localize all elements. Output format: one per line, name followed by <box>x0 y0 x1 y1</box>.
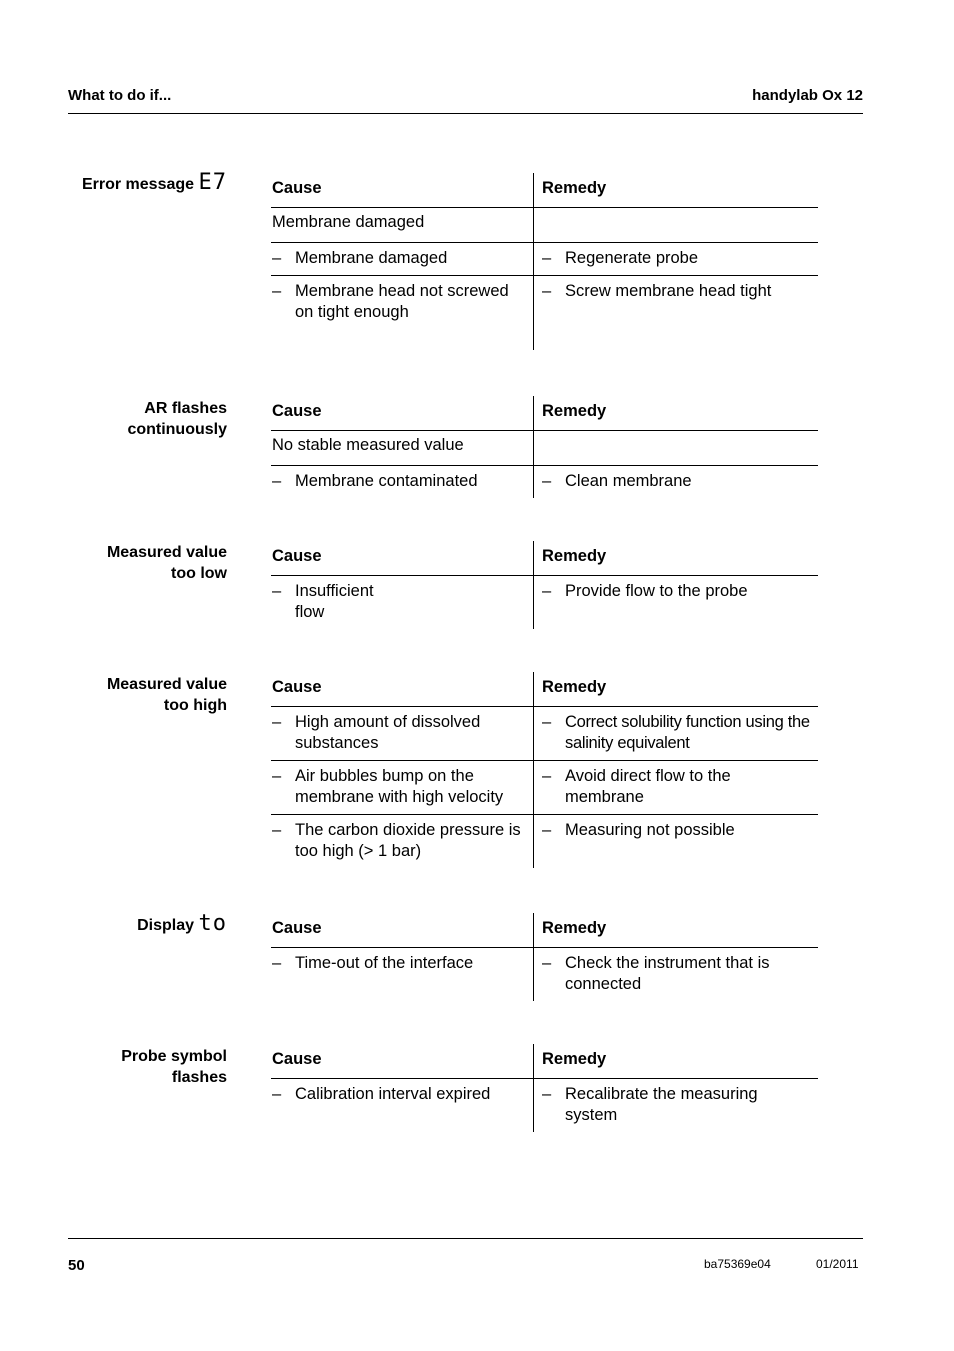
dash-bullet: – <box>542 249 552 267</box>
dash-bullet: – <box>542 713 552 731</box>
cause-cell <box>271 707 534 760</box>
cause-cell <box>271 761 534 814</box>
cause-cell <box>271 576 534 629</box>
cause-text: Membrane contaminated <box>295 472 478 490</box>
document-date: 01/2011 <box>816 1257 859 1271</box>
table-header-row <box>271 672 818 707</box>
cause-cell <box>271 1079 534 1132</box>
cause-cell: Membrane damaged <box>271 208 534 242</box>
remedy-cell <box>534 576 818 629</box>
header-remedy: Remedy <box>542 402 607 420</box>
remedy-text: Regenerate probe <box>565 249 699 267</box>
cause-cell <box>271 276 534 350</box>
cause-cell: No stable measured value <box>271 431 534 465</box>
table-measured-value-too-low <box>271 541 818 629</box>
section-label-text: Display <box>137 917 195 934</box>
cause-text: High amount of dissolved substances <box>295 713 481 752</box>
table-header-row <box>271 1044 818 1079</box>
table-row <box>271 576 818 629</box>
section-label-line: Probe symbol <box>121 1048 227 1065</box>
remedy-text: Provide flow to the probe <box>565 582 748 600</box>
section-label-line: flashes <box>171 1069 227 1086</box>
table-error-message <box>271 173 818 350</box>
footer-rule <box>68 1238 863 1239</box>
dash-bullet: – <box>542 1085 552 1103</box>
cause-text: Time-out of the interface <box>295 954 474 972</box>
remedy-text: Recalibrate the measuring system <box>565 1085 758 1124</box>
table-row <box>271 243 818 276</box>
section-label-line: Measured value <box>106 544 227 561</box>
cause-text: The carbon dioxide pressure is too high (> 1 bar) <box>295 821 521 860</box>
header-remedy: Remedy <box>542 179 607 197</box>
dash-bullet: – <box>542 282 552 300</box>
table-row <box>271 948 818 1001</box>
table-header-row <box>271 173 818 208</box>
cause-cell <box>271 466 534 498</box>
remedy-cell <box>534 276 818 350</box>
cause-cell <box>271 243 534 275</box>
section-label-line: continuously <box>127 421 227 438</box>
section-label-line: Measured value <box>106 676 227 693</box>
header-product-name: handylab Ox 12 <box>752 87 863 104</box>
remedy-text: Check the instrument that is connected <box>565 954 770 993</box>
dash-bullet: – <box>542 582 552 600</box>
cause-text: Calibration interval expired <box>295 1085 491 1103</box>
remedy-cell <box>534 431 818 465</box>
remedy-cell <box>534 948 818 1001</box>
table-row <box>271 1079 818 1132</box>
table-row <box>271 761 818 815</box>
dash-bullet: – <box>272 282 282 300</box>
header-cause: Cause <box>271 173 534 207</box>
header-rule <box>68 113 863 114</box>
section-label-display <box>37 913 227 936</box>
dash-bullet: – <box>272 767 282 785</box>
remedy-cell <box>534 1079 818 1132</box>
table-row <box>271 707 818 761</box>
segment-display-code: to <box>198 911 227 936</box>
cause-cell <box>271 948 534 1001</box>
section-label-error-message <box>37 172 227 195</box>
section-label-measured-value-too-low <box>37 542 227 584</box>
remedy-cell <box>534 243 818 275</box>
remedy-cell <box>534 466 818 498</box>
header-remedy: Remedy <box>542 678 607 696</box>
dash-bullet: – <box>272 1085 282 1103</box>
header-cause: Cause <box>271 541 534 575</box>
remedy-text: Avoid direct flow to the membrane <box>565 767 731 806</box>
table-row <box>271 466 818 498</box>
section-label-probe-symbol-flashes <box>37 1046 227 1088</box>
remedy-cell <box>534 761 818 814</box>
table-probe-symbol-flashes <box>271 1044 818 1132</box>
table-header-row <box>271 913 818 948</box>
dash-bullet: – <box>272 582 282 600</box>
dash-bullet: – <box>272 954 282 972</box>
dash-bullet: – <box>272 472 282 490</box>
dash-bullet: – <box>542 767 552 785</box>
table-header-row <box>271 541 818 576</box>
table-row <box>271 815 818 868</box>
remedy-cell <box>534 707 818 760</box>
dash-bullet: – <box>542 821 552 839</box>
table-header-row <box>271 396 818 431</box>
dash-bullet: – <box>272 249 282 267</box>
header-remedy: Remedy <box>542 547 607 565</box>
document-id: ba75369e04 <box>704 1257 771 1271</box>
cause-text: Membrane head not screwed on tight enough <box>295 282 509 321</box>
dash-bullet: – <box>272 713 282 731</box>
table-row <box>271 276 818 350</box>
header-remedy: Remedy <box>542 919 607 937</box>
header-cause: Cause <box>271 913 534 947</box>
cause-cell <box>271 815 534 868</box>
remedy-text: Screw membrane head tight <box>565 282 772 300</box>
remedy-text: Clean membrane <box>565 472 692 490</box>
cause-text: Air bubbles bump on the membrane with high velocity <box>295 767 504 806</box>
section-label-line: AR flashes <box>144 400 227 417</box>
table-measured-value-too-high <box>271 672 818 868</box>
header-cause: Cause <box>271 396 534 430</box>
remedy-text: Measuring not possible <box>565 821 735 839</box>
table-row <box>271 431 818 466</box>
dash-bullet: – <box>542 954 552 972</box>
cause-text: Membrane damaged <box>295 249 448 267</box>
table-ar-flashes <box>271 396 818 498</box>
dash-bullet: – <box>542 472 552 490</box>
cause-text: Insufficient flow <box>295 582 374 621</box>
section-label-measured-value-too-high <box>37 674 227 716</box>
section-label-line: too low <box>171 565 227 582</box>
page-number: 50 <box>68 1257 85 1274</box>
header-cause: Cause <box>271 672 534 706</box>
header-section-title: What to do if... <box>68 87 172 104</box>
dash-bullet: – <box>272 821 282 839</box>
section-label-text: Error message <box>81 176 195 193</box>
section-label-ar-flashes <box>37 398 227 440</box>
table-row <box>271 208 818 243</box>
remedy-text: Correct solubility function using the salinity equivalent <box>565 713 810 752</box>
remedy-cell <box>534 815 818 868</box>
segment-display-code: E7 <box>198 170 227 195</box>
table-display-timeout <box>271 913 818 1001</box>
remedy-cell <box>534 208 818 242</box>
header-cause: Cause <box>271 1044 534 1078</box>
section-label-line: too high <box>163 697 227 714</box>
header-remedy: Remedy <box>542 1050 607 1068</box>
